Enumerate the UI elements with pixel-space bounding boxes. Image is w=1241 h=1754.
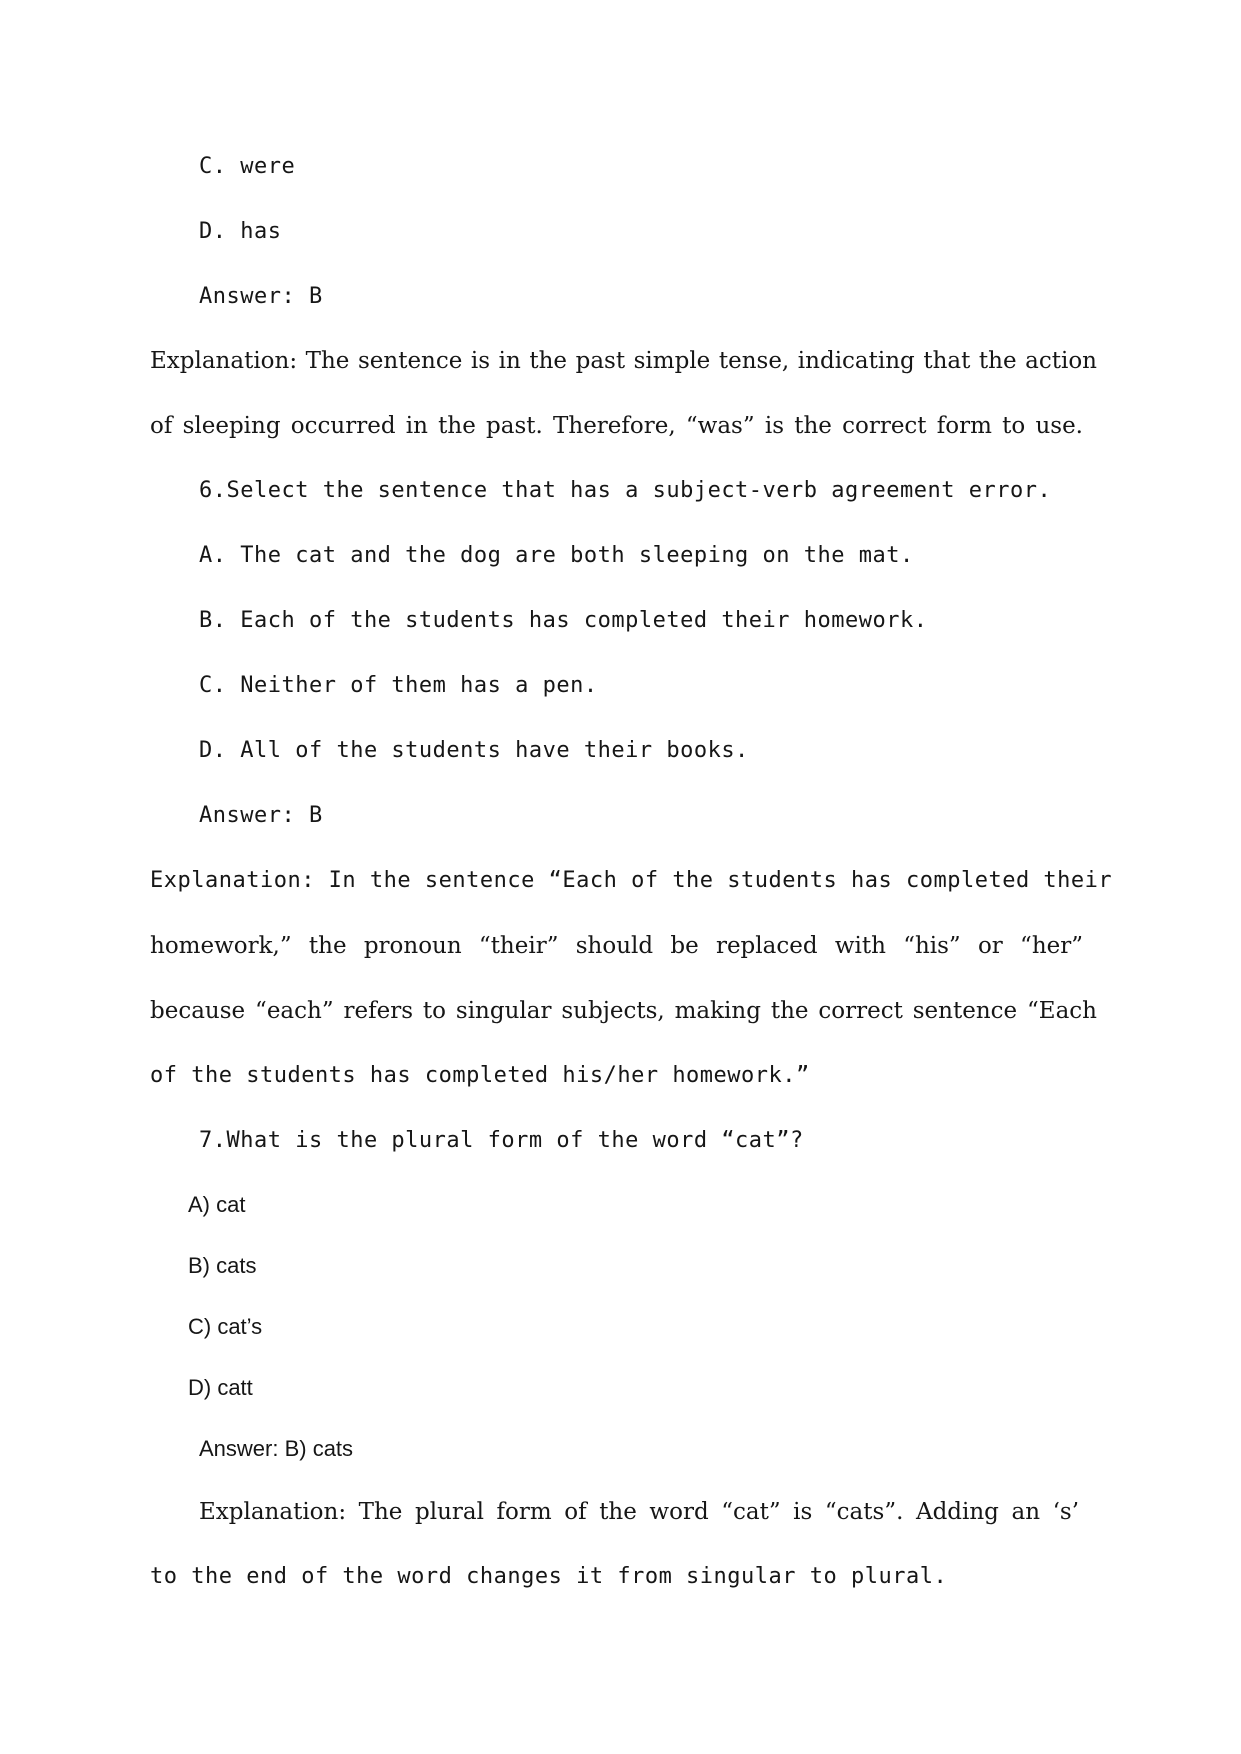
- q6-option-d: D. All of the students have their books.: [199, 738, 749, 763]
- q5-answer: Answer: B: [199, 284, 323, 309]
- q7-answer: Answer: B) cats: [199, 1436, 354, 1461]
- q7-explanation-line-1: Explanation: The plural form of the word “cat” is “cats”. Adding an ‘s’: [199, 1499, 1079, 1525]
- q5-explanation-line-2: of sleeping occurred in the past. Therefore, “was” is the correct form to use.: [150, 413, 1083, 439]
- q7-option-c: C) cat’s: [188, 1314, 263, 1339]
- q6-explanation-line-4: of the students has completed his/her homework.”: [150, 1063, 810, 1088]
- q6-option-a: A. The cat and the dog are both sleeping on the mat.: [199, 543, 914, 568]
- q6-explanation-line-1: Explanation: In the sentence “Each of the students has completed their: [150, 868, 1113, 893]
- q7-option-b: B) cats: [188, 1253, 257, 1278]
- q5-explanation-line-1: Explanation: The sentence is in the past simple tense, indicating that the action: [150, 348, 1097, 374]
- q7-option-d: D) catt: [188, 1375, 253, 1400]
- q6-question: 6.Select the sentence that has a subject-verb agreement error.: [199, 478, 1052, 503]
- q6-answer: Answer: B: [199, 803, 323, 828]
- q6-option-b: B. Each of the students has completed their homework.: [199, 608, 928, 633]
- q7-explanation-line-2: to the end of the word changes it from singular to plural.: [150, 1564, 948, 1589]
- q7-question: 7.What is the plural form of the word “cat”?: [199, 1128, 804, 1153]
- q5-option-d: D. has: [199, 219, 282, 244]
- q5-option-c: C. were: [199, 154, 296, 179]
- q6-option-c: C. Neither of them has a pen.: [199, 673, 598, 698]
- q7-option-a: A) cat: [188, 1192, 246, 1217]
- q6-explanation-line-2: homework,” the pronoun “their” should be replaced with “his” or “her”: [150, 933, 1083, 959]
- q6-explanation-line-3: because “each” refers to singular subjects, making the correct sentence “Each: [150, 998, 1097, 1024]
